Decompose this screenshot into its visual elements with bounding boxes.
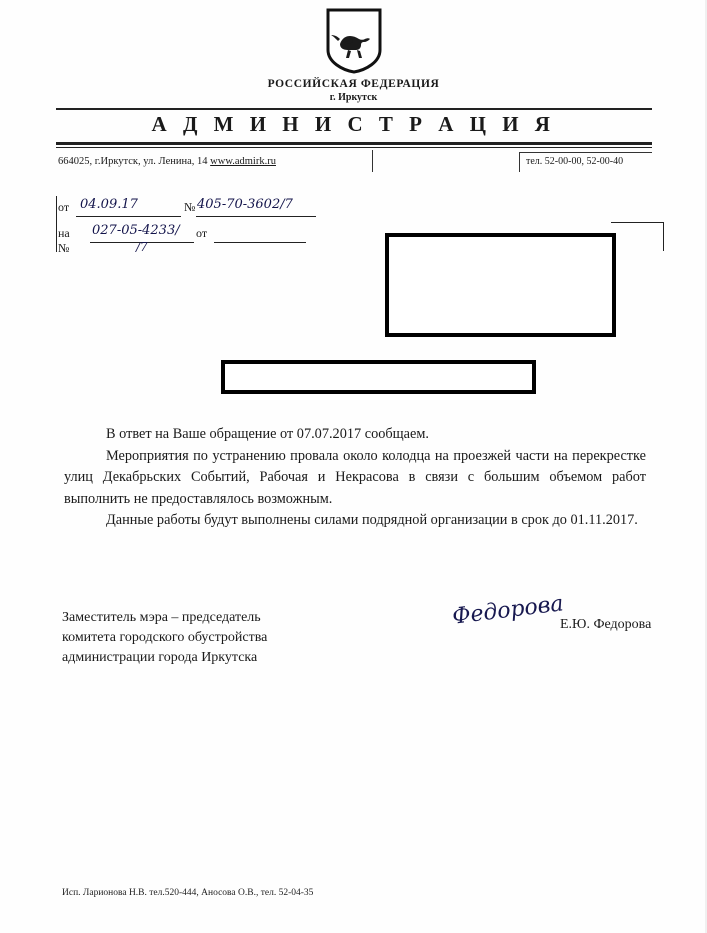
federation-title: РОССИЙСКАЯ ФЕДЕРАЦИЯ — [267, 78, 440, 90]
body-paragraph-2: Мероприятия по устранению провала около колодца на проезжей части на перекрестке улиц Декабрьских Событий, Рабочая и Некрасова в связи с большим объемом работ выполнить не предоставлялось возможным. — [64, 447, 646, 507]
ref-left-border — [56, 196, 57, 252]
number-value: 405-70-3602/7 — [197, 197, 293, 212]
number-line — [196, 216, 316, 217]
body-paragraph-1: В ответ на Ваше обращение от 07.07.2017 сообщаем. — [106, 426, 429, 442]
reply-date-line — [214, 242, 306, 243]
reply-to-value: 027-05-4233/ — [92, 223, 180, 238]
document-footer: Исп. Ларионова Н.В. тел.520-444, Аносова О.В., тел. 52-04-35 — [62, 888, 314, 898]
rule-middle-thin — [56, 147, 652, 148]
header-divider — [372, 150, 373, 172]
signer-position — [62, 608, 267, 668]
signer-position-line-3: администрации города Иркутска — [62, 650, 258, 665]
website-link[interactable]: www.admirk.ru — [210, 156, 276, 167]
reply-to-label: на № — [58, 226, 70, 255]
signer-position-line-1: Заместитель мэра – председатель — [62, 610, 261, 625]
subject-redaction — [221, 360, 536, 394]
rule-top — [56, 108, 652, 110]
from-line — [76, 216, 181, 217]
recipient-redaction — [385, 233, 616, 337]
irkutsk-coat-of-arms-icon — [326, 8, 382, 74]
rule-middle-thick — [56, 142, 652, 145]
handwritten-signature: Федорова — [450, 591, 565, 630]
admin-title: А Д М И Н И С Т Р А Ц И Я — [151, 112, 556, 136]
from-label: от — [58, 200, 70, 214]
from-value: 04.09.17 — [80, 197, 138, 212]
reply-to-value-2: /7 — [136, 240, 148, 254]
address-line — [58, 156, 276, 167]
ref-corner-top-right — [611, 222, 664, 251]
body-paragraph-3: Данные работы будут выполнены силами подрядной организации в срок до 01.11.2017. — [106, 512, 638, 528]
reply-date-label: от — [196, 226, 208, 240]
number-label: № — [184, 200, 196, 214]
phone-numbers: тел. 52-00-00, 52-00-40 — [519, 152, 652, 172]
city-label: г. Иркутск — [329, 92, 378, 103]
crest-container — [0, 8, 707, 79]
signer-name: Е.Ю. Федорова — [560, 617, 652, 632]
address-text: 664025, г.Иркутск, ул. Ленина, 14 — [58, 156, 208, 167]
signer-position-line-2: комитета городского обустройства — [62, 630, 268, 645]
letter-body — [64, 424, 646, 532]
